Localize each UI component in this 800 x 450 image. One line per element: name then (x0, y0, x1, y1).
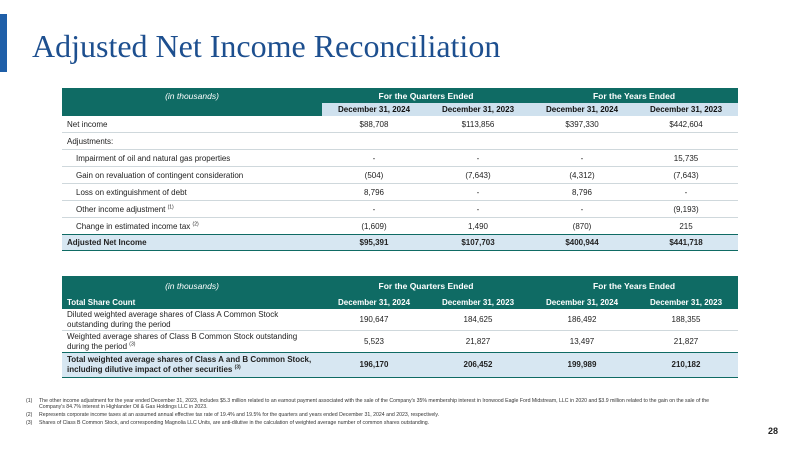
cell-value: - (426, 150, 530, 167)
quarters-group-header: For the Quarters Ended (322, 276, 530, 296)
total-value: $95,391 (322, 235, 426, 251)
cell-value: 13,497 (569, 336, 595, 346)
cell-value: 21,827 (673, 336, 699, 346)
years-group-header: For the Years Ended (530, 276, 738, 296)
quarters-group-header: For the Quarters Ended (322, 88, 530, 103)
table-row (62, 184, 738, 201)
cell-value: 8,796 (322, 184, 426, 201)
cell-value: $397,330 (530, 116, 634, 133)
footnote-ref: (1) (167, 203, 174, 210)
cell-value: - (530, 201, 634, 218)
row-label (62, 331, 322, 353)
cell-value: 184,625 (426, 309, 530, 331)
footnote (26, 420, 716, 426)
row-label (62, 201, 322, 218)
column-header: December 31, 2023 (634, 296, 738, 309)
cell-value: 8,796 (530, 184, 634, 201)
total-value: 206,452 (426, 353, 530, 378)
row-label-text: Other income adjustment (76, 204, 166, 214)
row-header-label: Total Share Count (62, 296, 322, 309)
table-row (62, 201, 738, 218)
total-label (62, 353, 322, 378)
cell-value: 215 (679, 221, 693, 231)
total-label: Adjusted Net Income (62, 235, 322, 251)
cell-value: (9,193) (634, 201, 738, 218)
cell-value: 15,735 (634, 150, 738, 167)
footnote (26, 412, 716, 418)
total-value: $400,944 (530, 235, 634, 251)
cell-value: - (426, 184, 530, 201)
cell-value: - (426, 201, 530, 218)
total-value: $441,718 (634, 235, 738, 251)
column-header: December 31, 2024 (322, 296, 426, 309)
total-value: 196,170 (322, 353, 426, 378)
page-title: Adjusted Net Income Reconciliation (32, 28, 501, 64)
total-value: $107,703 (426, 235, 530, 251)
footnote (26, 398, 716, 410)
cell-value: 21,827 (465, 336, 491, 346)
cell-value: - (530, 150, 634, 167)
footnote-number: (3) (26, 420, 33, 426)
cell-value: $113,856 (426, 116, 530, 133)
table-row (62, 116, 738, 133)
units-label: (in thousands) (62, 88, 322, 103)
cell-value: (504) (322, 167, 426, 184)
table-row (62, 167, 738, 184)
row-label-text: Weighted average shares of Class B Common Stock outstanding during the period (67, 331, 298, 351)
table-header-row (62, 88, 738, 103)
cell-value: (1,609) (361, 221, 387, 231)
footnote-text: Shares of Class B Common Stock, and corresponding Magnolia LLC Units, are anti-dilutive in the calculation of weighted average number of common shares outstanding. (39, 420, 430, 426)
table-row (62, 309, 738, 331)
table-subheader-row (62, 296, 738, 309)
footnote-ref: (3) (234, 364, 241, 371)
cell-value: $442,604 (634, 116, 738, 133)
total-value: 210,182 (634, 353, 738, 378)
footnote-text: Represents corporate income taxes at an assumed annual effective tax rate of 19.4% and 19.5% for the quarters and years ended December 31, 2024 and 2023, respectively. (39, 412, 440, 418)
cell-value: - (322, 201, 426, 218)
cell-value: 5,523 (363, 336, 385, 346)
row-label: Impairment of oil and natural gas properties (62, 150, 322, 167)
total-value: 199,989 (530, 353, 634, 378)
total-label-text: Total weighted average shares of Class A and B Common Stock, including dilutive impact of other securities (67, 355, 312, 374)
column-header: December 31, 2023 (634, 103, 738, 116)
footnote-ref: (2) (192, 220, 199, 227)
footnotes (26, 398, 716, 428)
cell-value: (7,643) (426, 167, 530, 184)
net-income-reconciliation-table (62, 88, 738, 251)
accent-bar (0, 14, 7, 72)
row-label (62, 218, 322, 235)
total-row (62, 235, 738, 251)
years-group-header: For the Years Ended (530, 88, 738, 103)
total-row (62, 353, 738, 378)
cell-value: (870) (572, 221, 592, 231)
footnote-number: (1) (26, 398, 33, 404)
row-label-text: Change in estimated income tax (76, 221, 191, 231)
cell-value: - (634, 184, 738, 201)
table-row (62, 133, 738, 150)
share-count-table (62, 276, 738, 378)
column-header: December 31, 2024 (530, 103, 634, 116)
cell-value: - (322, 150, 426, 167)
page-number: 28 (767, 426, 778, 436)
units-label: (in thousands) (62, 276, 322, 296)
row-label: Loss on extinguishment of debt (62, 184, 322, 201)
table-row (62, 331, 738, 353)
row-label: Diluted weighted average shares of Class A Common Stock outstanding during the period (62, 309, 322, 331)
column-header: December 31, 2023 (426, 103, 530, 116)
column-header: December 31, 2024 (530, 296, 634, 309)
row-label: Adjustments: (62, 133, 322, 150)
footnote-number: (2) (26, 412, 33, 418)
column-header: December 31, 2024 (322, 103, 426, 116)
cell-value: (7,643) (634, 167, 738, 184)
footnote-ref: (3) (129, 340, 136, 347)
row-label: Net income (62, 116, 322, 133)
cell-value: 190,647 (322, 309, 426, 331)
table-header-row (62, 276, 738, 296)
cell-value: 188,355 (634, 309, 738, 331)
footnote-text: The other income adjustment for the year ended December 31, 2023, includes $5.3 million related to an earnout payment associated with the sale of the Company's 35% membership interest in Ironwood Eagle Ford Midstream, LLC in 2020 and $3.9 million related to the gain on the sale of the Company's 84.7% interest in Highlander Oil & Gas Holdings LLC in 2023. (39, 398, 709, 410)
cell-value: 1,490 (467, 221, 489, 231)
cell-value: 186,492 (530, 309, 634, 331)
row-label: Gain on revaluation of contingent consideration (62, 167, 322, 184)
cell-value: $88,708 (322, 116, 426, 133)
table-row (62, 218, 738, 235)
column-header: December 31, 2023 (426, 296, 530, 309)
table-row (62, 150, 738, 167)
table-subheader-row (62, 103, 738, 116)
cell-value: (4,312) (530, 167, 634, 184)
